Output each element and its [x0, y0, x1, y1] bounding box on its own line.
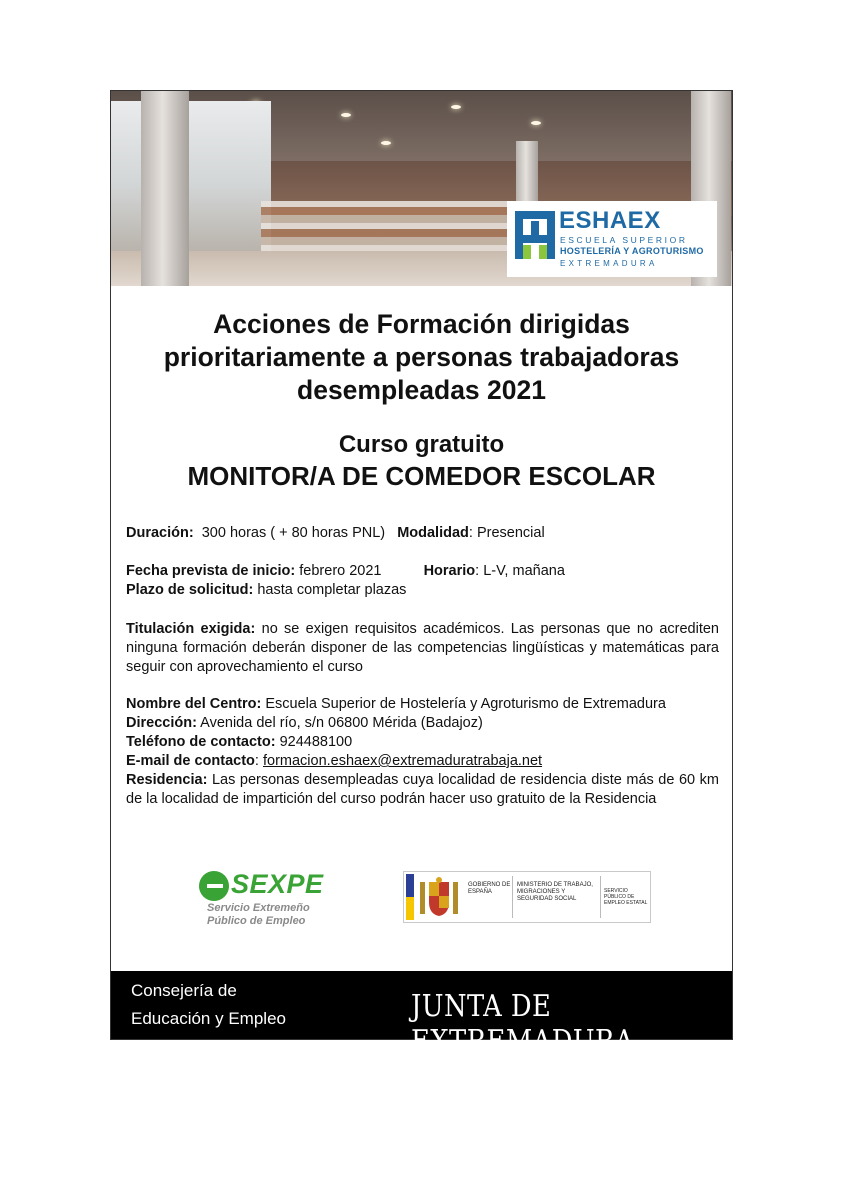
footer-consejeria-line1: Consejería de — [131, 981, 237, 1000]
sepe-text: SERVICIO PÚBLICO DE EMPLEO ESTATAL — [604, 888, 648, 906]
sexpe-logo — [199, 869, 329, 931]
deadline-value: hasta completar plazas — [257, 582, 407, 598]
eu-flag-icon — [406, 874, 414, 920]
course-label: Curso gratuito — [338, 431, 505, 458]
start-date-value: febrero 2021 — [299, 563, 382, 579]
pillar — [516, 141, 538, 201]
pillar — [141, 91, 189, 286]
eshaex-logo-line3: EXTREMADURA — [560, 259, 658, 268]
ceiling-light — [531, 121, 541, 125]
footer — [111, 971, 732, 1059]
duration-value: 300 horas ( + 80 horas PNL) — [201, 525, 386, 541]
divider — [512, 876, 513, 918]
email-link[interactable]: formacion.eshaex@extremaduratrabaja.net — [262, 753, 543, 769]
ceiling-light — [381, 141, 391, 145]
info-deadline-row — [126, 581, 719, 600]
modality-value: : Presencial — [468, 525, 545, 541]
info-address — [126, 714, 719, 733]
eshaex-logo-line2: HOSTELERÍA Y AGROTURISMO — [560, 246, 704, 256]
start-date-label: Fecha prevista de inicio: — [126, 563, 296, 579]
info-email — [126, 752, 719, 771]
footer-consejeria-line2: Educación y Empleo — [131, 1009, 286, 1028]
sexpe-logo-sub2: Público de Empleo — [207, 915, 306, 927]
duration-label: Duración: — [126, 525, 194, 541]
centre-value: Escuela Superior de Hostelería y Agroturismo de Extremadura — [265, 696, 666, 712]
divider — [600, 876, 601, 918]
header-photo — [111, 91, 732, 286]
address-label: Dirección: — [126, 715, 197, 731]
phone-value: 924488100 — [279, 734, 353, 750]
requirements-value: no se exigen requisitos académicos. Las personas que no acrediten ninguna formación deberán disponer de las competencias lingüísticas y matemáticas para seguir con aprovechamiento el curso — [126, 621, 720, 675]
deadline-label: Plazo de solicitud: — [126, 582, 254, 598]
eshaex-logo-icon — [515, 211, 555, 259]
email-label: E-mail de contacto — [126, 753, 255, 769]
footer-junta: JUNTA DE EXTREMADURA — [411, 989, 634, 1059]
address-value: Avenida del río, s/n 06800 Mérida (Badajoz) — [200, 715, 483, 731]
ministerio-text: MINISTERIO DE TRABAJO, MIGRACIONES Y SEGURIDAD SOCIAL — [517, 882, 593, 902]
coat-of-arms-icon — [418, 876, 460, 918]
eshaex-logo-name: ESHAEX — [559, 207, 661, 234]
residence-value: Las personas desempleadas cuya localidad de residencia diste más de 60 km de la localidad de impartición del curso podrán hacer uso gratuito de la Residencia — [126, 772, 719, 807]
requirements-label: Titulación exigida: — [126, 621, 256, 637]
phone-label: Teléfono de contacto: — [126, 734, 276, 750]
info-date-row — [126, 562, 719, 581]
sexpe-logo-name: SEXPE — [231, 869, 324, 899]
info-centre — [126, 695, 719, 714]
gobierno-text: GOBIERNO DE ESPAÑA — [468, 882, 511, 895]
ceiling-light — [341, 113, 351, 117]
eshaex-logo — [507, 201, 717, 277]
sexpe-e-icon — [199, 871, 229, 901]
info-duration-row — [126, 524, 719, 543]
schedule-value: : L-V, mañana — [475, 563, 565, 579]
info-phone — [126, 733, 719, 752]
course-name: MONITOR/A DE COMEDOR ESCOLAR — [187, 461, 656, 491]
email-separator: : — [254, 753, 259, 769]
sexpe-logo-sub1: Servicio Extremeño — [207, 902, 310, 914]
info-requirements — [126, 620, 719, 677]
window — [111, 101, 271, 251]
modality-label: Modalidad — [397, 525, 469, 541]
title-line: prioritariamente a personas trabajadoras — [163, 342, 680, 372]
residence-label: Residencia: — [126, 772, 208, 788]
gobierno-logo — [403, 871, 651, 923]
eshaex-logo-line1: ESCUELA SUPERIOR — [560, 235, 688, 245]
page-title — [111, 308, 732, 407]
title-line: desempleadas 2021 — [297, 375, 546, 405]
flyer — [110, 90, 733, 1059]
info-residence — [126, 771, 719, 809]
content — [111, 286, 732, 492]
ceiling-light — [451, 105, 461, 109]
title-line: Acciones de Formación dirigidas — [213, 309, 630, 339]
schedule-label: Horario — [423, 563, 476, 579]
centre-label: Nombre del Centro: — [126, 696, 262, 712]
